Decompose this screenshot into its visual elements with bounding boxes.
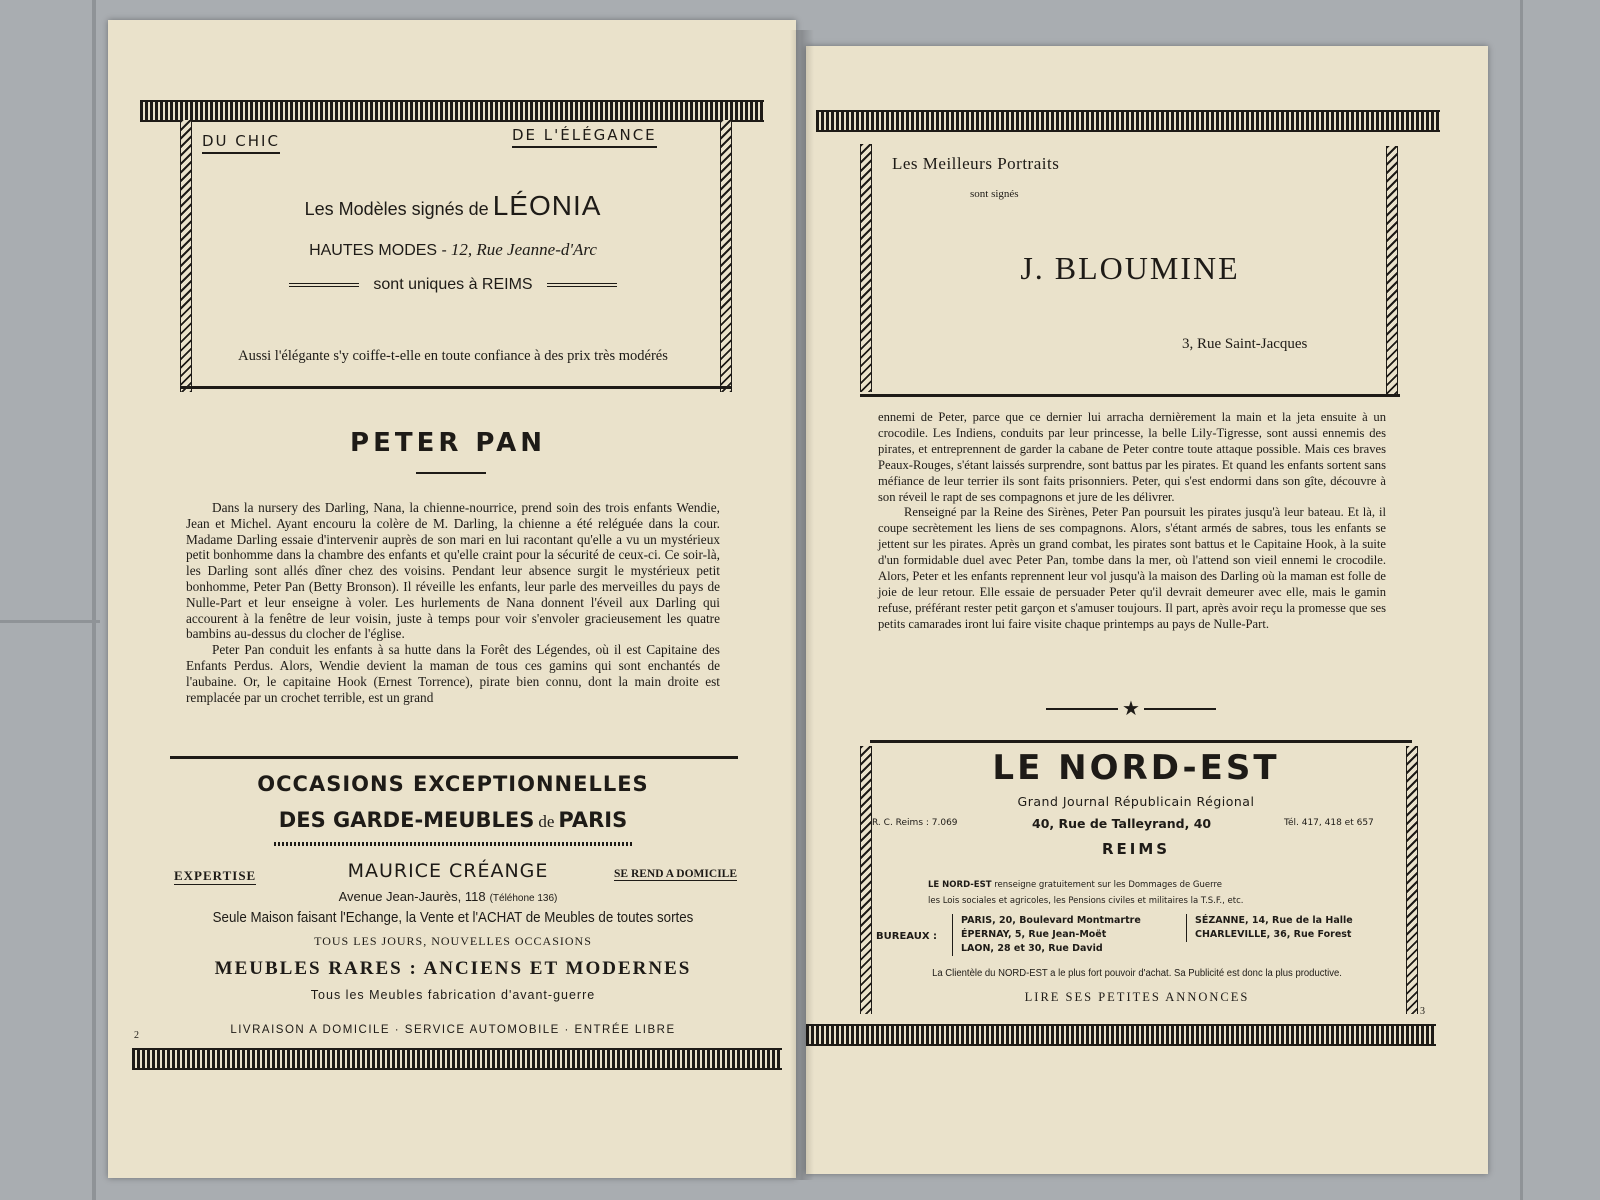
creange-headline-2a: DES GARDE-MEUBLES bbox=[278, 808, 535, 832]
bloumine-name: J. BLOUMINE bbox=[1020, 250, 1240, 286]
nordest-tel: Tél. 417, 418 et 657 bbox=[1284, 818, 1374, 828]
creange-trade-line: Seule Maison faisant l'Echange, la Vente et l'ACHAT de Meubles de toutes sortes bbox=[212, 910, 694, 926]
creange-se-rend: SE REND A DOMICILE bbox=[614, 868, 738, 880]
divider-rule bbox=[170, 756, 738, 759]
floor-tile-seam bbox=[0, 620, 100, 623]
divider-rule bbox=[870, 740, 1412, 743]
page-number-left: 2 bbox=[134, 1030, 139, 1041]
bloumine-address: 3, Rue Saint-Jacques bbox=[1182, 336, 1308, 352]
star-icon: ★ bbox=[1122, 698, 1140, 720]
nordest-city: REIMS bbox=[1101, 840, 1171, 858]
top-border-bar bbox=[816, 110, 1440, 132]
ornament-line-left bbox=[1046, 708, 1118, 710]
leonia-address: 12, Rue Jeanne-d'Arc bbox=[450, 240, 597, 259]
bottom-border-bar bbox=[806, 1024, 1436, 1046]
bureau-entry: PARIS, 20, Boulevard Montmartre bbox=[961, 915, 1141, 926]
nordest-title: LE NORD-EST bbox=[992, 748, 1280, 788]
leonia-tagline: Aussi l'élégante s'y coiffe-t-elle en toute confiance à des prix très modérés bbox=[238, 348, 668, 364]
nordest-subtitle: Grand Journal Républicain Régional bbox=[1017, 794, 1255, 809]
right-border-bar bbox=[720, 120, 732, 392]
nordest-desc-lead: LE NORD-EST bbox=[928, 880, 992, 890]
left-lower-border-bar bbox=[860, 746, 872, 1014]
top-border-bar bbox=[140, 100, 764, 122]
book-gutter bbox=[790, 30, 814, 1180]
creange-headline-2 bbox=[148, 808, 758, 832]
leonia-rule-right bbox=[547, 283, 617, 287]
creange-expertise: EXPERTISE bbox=[174, 868, 257, 883]
story-paragraph: Dans la nursery des Darling, Nana, la chienne-nourrice, prend soin des trois enfants Wendie, Jean et Michel. Ayant encouru la colère de M. Darling, la chienne a été reléguée dans la cour. Madame Darling essaie d'intervenir auprès de son mari en lui racontant qu'elle a vu un mystérieux petit bonhomme dans la chambre des enfants et qu'elle craint pour la sécurité de ceux-ci. Ce soir-là, les Darling sont allés dîner chez des voisins. Pendant leur absence surgit le mystérieux petit bonhomme, Peter Pan (Betty Bronson). Il réveille les enfants, leur parle des merveilles du pays de Nulle-Part et leur enseigne à voler. Les hurlements de Nana donnent l'éveil aux Darling qui accourent à la fenêtre de leur voisin, juste à temps pour voir s'envoler gracieusement les quatre bambins au-dessus du clocher de l'église. bbox=[186, 500, 720, 642]
bloumine-line-2: sont signés bbox=[970, 188, 1019, 200]
leonia-line-1 bbox=[188, 190, 718, 222]
bureau-entry: ÉPERNAY, 5, Rue Jean-Moët bbox=[961, 929, 1107, 940]
creange-phone: (Téléhone 136) bbox=[489, 893, 558, 904]
right-page bbox=[806, 46, 1488, 1174]
bureau-entry: CHARLEVILLE, 36, Rue Forest bbox=[1195, 929, 1352, 940]
story-text-left bbox=[186, 500, 720, 705]
tag-du-chic: DU CHIC bbox=[202, 132, 280, 154]
left-page bbox=[108, 20, 796, 1178]
leonia-line-1-prefix: Les Modèles signés de bbox=[304, 199, 489, 219]
nordest-petites-annonces: LIRE SES PETITES ANNONCES bbox=[1024, 990, 1250, 1004]
creange-headline-1: OCCASIONS EXCEPTIONNELLES bbox=[257, 772, 649, 796]
creange-dotted-rule bbox=[274, 842, 634, 846]
leonia-brand: LÉONIA bbox=[492, 190, 602, 221]
nordest-desc-2: les Lois sociales et agricoles, les Pensions civiles et militaires la T.S.F., etc. bbox=[928, 896, 1244, 906]
leonia-line-2 bbox=[188, 240, 718, 260]
leonia-rule-left bbox=[289, 283, 359, 287]
bureau-entry: SÉZANNE, 14, Rue de la Halle bbox=[1195, 915, 1353, 926]
bloumine-line-1: Les Meilleurs Portraits bbox=[892, 154, 1060, 173]
nordest-bureaux-right bbox=[1186, 914, 1353, 942]
divider-rule bbox=[180, 386, 732, 389]
nordest-bureaux-left bbox=[952, 914, 1141, 956]
creange-prewar-line: Tous les Meubles fabrication d'avant-guerre bbox=[310, 988, 596, 1002]
story-title: PETER PAN bbox=[350, 428, 546, 458]
story-paragraph: Renseigné par la Reine des Sirènes, Peter Pan poursuit les pirates jusqu'à leur bateau. Et là, il coupe secrètement les liens de ses compagnons. Alors, s'étant armés de sabres, tous les enfants se jettent sur les pirates. Après un grand combat, les pirates sont battus et le Capitaine Hook, à la suite d'un formidable duel avec Peter Pan, tombe dans la mer, où l'attend son vieil ennemi le crocodile. Alors, Peter et les enfants reprennent leur vol jusqu'à la maison des Darling où la maman est folle de joie de leur retour. Elle essaie de persuader Peter qu'il devrait demeurer avec elle, mais le gamin refuse, préférant rester petit garçon et s'amuser toujours. Il part, après avoir reçu la promesse que ses petits camarades iront lui faire visite chaque printemps au pays de Nulle-Part. bbox=[878, 505, 1386, 631]
ornament-line-right bbox=[1144, 708, 1216, 710]
nordest-address: 40, Rue de Talleyrand, 40 bbox=[1032, 816, 1212, 831]
creange-headline-2c: PARIS bbox=[558, 808, 628, 832]
star-ornament bbox=[1046, 700, 1216, 720]
story-paragraph: Peter Pan conduit les enfants à sa hutte dans la Forêt des Légendes, où il est Capitaine des Enfants Perdus. Alors, Wendie devient la maman de tous ces gamins qui sont enchantés de l'aubaine. Or, le capitaine Hook (Ernest Torrence), pirate bien connu, dont la main droite est remplacée par un crochet terrible, est un grand bbox=[186, 642, 720, 705]
nordest-desc-1 bbox=[928, 880, 1222, 890]
creange-address-line bbox=[258, 888, 638, 906]
creange-footer: LIVRAISON A DOMICILE · SERVICE AUTOMOBILE · ENTRÉE LIBRE bbox=[230, 1024, 676, 1036]
story-text-right bbox=[878, 410, 1386, 633]
creange-name: MAURICE CRÉANGE bbox=[347, 860, 549, 882]
right-lower-border-bar bbox=[1406, 746, 1418, 1014]
floor-tile-seam bbox=[92, 0, 96, 1200]
floor-tile-seam bbox=[1520, 0, 1523, 1200]
nordest-clientele: La Clientèle du NORD-EST a le plus fort pouvoir d'achat. Sa Publicité est donc la plus productive. bbox=[932, 968, 1342, 979]
leonia-line-3: sont uniques à REIMS bbox=[373, 276, 533, 293]
nordest-desc-1-text: renseigne gratuitement sur les Dommages de Guerre bbox=[994, 880, 1222, 890]
story-paragraph: ennemi de Peter, parce que ce dernier lui arracha dernièrement la main et la jeta ensuite à un crocodile. Les Indiens, conduits par leur princesse, la belle Lily-Tigresse, sont aussi ennemis des pirates, et entreprennent de garder la cabane de Peter contre toute attaque possible. Mais ces braves Peaux-Rouges, s'étant laissés surprendre, sont battus par les pirates. Et quand les enfants sortent sans méfiance de leur terrier ils sont faits prisonniers. Peter, qui s'est endormi dans son gîte, découvre à son réveil le rapt de ses compagnons et jure de les délivrer. bbox=[878, 410, 1386, 504]
left-border-bar bbox=[860, 144, 872, 392]
nordest-bureaux-label: BUREAUX : bbox=[876, 931, 938, 942]
page-number-right: 3 bbox=[1420, 1006, 1425, 1017]
creange-days-line: TOUS LES JOURS, NOUVELLES OCCASIONS bbox=[314, 934, 592, 948]
leonia-line-3-wrap bbox=[188, 276, 718, 294]
leonia-hautes-modes: HAUTES MODES - bbox=[309, 242, 447, 259]
tag-elegance: DE L'ÉLÉGANCE bbox=[512, 126, 657, 148]
divider-rule bbox=[860, 394, 1400, 397]
creange-headline-2b: de bbox=[538, 812, 555, 831]
nordest-rc: R. C. Reims : 7.069 bbox=[872, 818, 958, 828]
title-underline bbox=[416, 472, 486, 474]
bottom-border-bar bbox=[132, 1048, 782, 1070]
creange-rare-line: MEUBLES RARES : ANCIENS ET MODERNES bbox=[214, 958, 692, 979]
bureau-entry: LAON, 28 et 30, Rue David bbox=[961, 943, 1103, 954]
creange-address: Avenue Jean-Jaurès, 118 bbox=[338, 889, 486, 904]
